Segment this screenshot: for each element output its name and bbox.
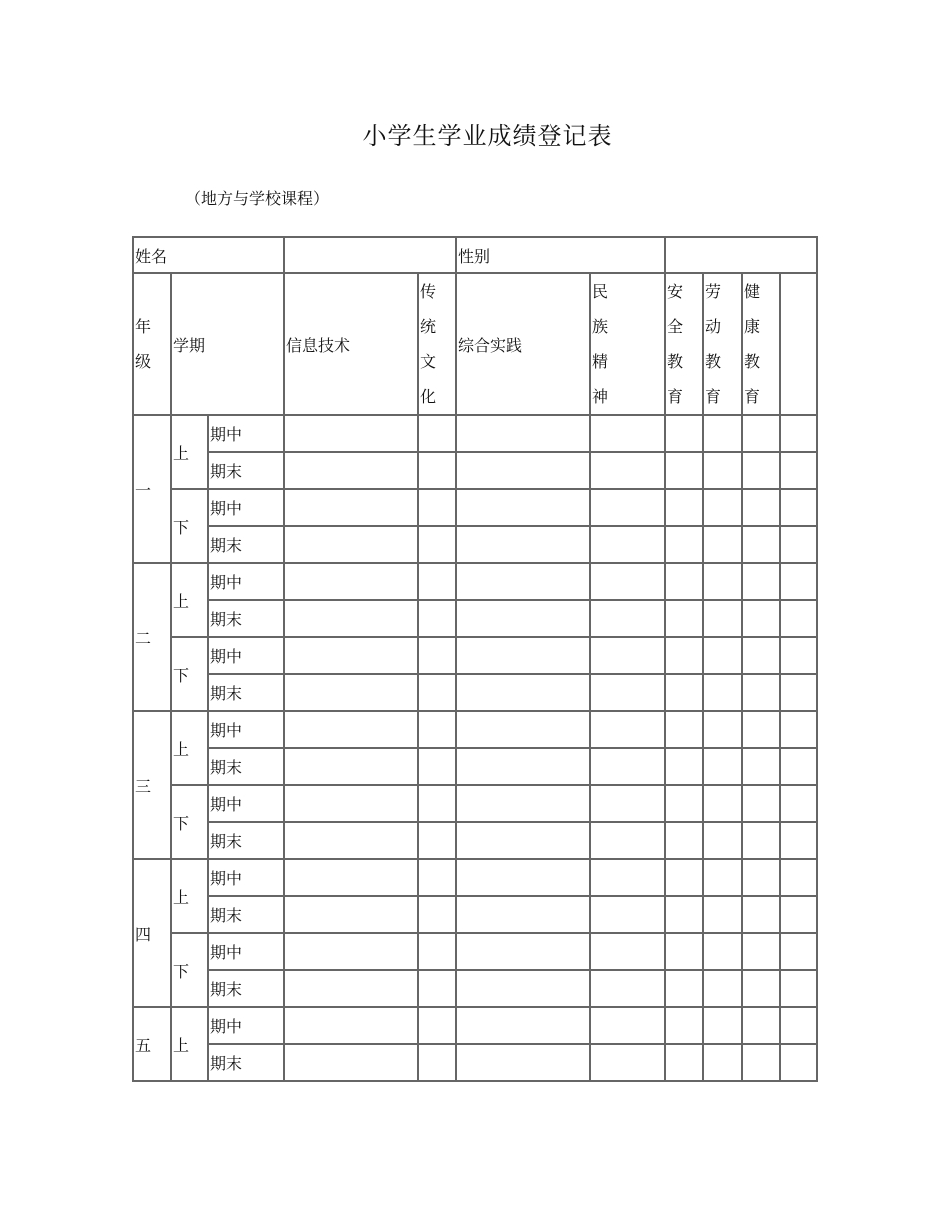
labor-education-score-cell[interactable]: [703, 822, 742, 859]
gender-value-cell[interactable]: [665, 237, 817, 273]
table-row: [133, 674, 817, 711]
practice-score-cell[interactable]: [456, 896, 590, 933]
exam-label: 期末: [208, 748, 284, 785]
labor-education-score-cell[interactable]: [703, 970, 742, 1007]
safety-education-score-cell[interactable]: [665, 785, 703, 822]
practice-score-cell[interactable]: [456, 637, 590, 674]
table-row: [133, 1044, 817, 1081]
safety-education-score-cell[interactable]: [665, 563, 703, 600]
exam-label: 期末: [208, 896, 284, 933]
info-tech-header: 信息技术: [284, 273, 418, 415]
extra-subject-score-cell[interactable]: [780, 563, 817, 600]
exam-label: 期中: [208, 415, 284, 452]
labor-education-score-cell[interactable]: [703, 933, 742, 970]
semester-label: 上: [171, 563, 208, 637]
safety-education-score-cell[interactable]: [665, 933, 703, 970]
table-row: [133, 600, 817, 637]
extra-subject-score-cell[interactable]: [780, 415, 817, 452]
national-spirit-score-cell[interactable]: [590, 859, 665, 896]
safety-education-score-cell[interactable]: [665, 1044, 703, 1081]
extra-subject-score-cell[interactable]: [780, 637, 817, 674]
header-char: 精: [592, 352, 609, 371]
traditional-culture-score-cell[interactable]: [418, 859, 456, 896]
info-tech-score-cell[interactable]: [284, 415, 418, 452]
safety-education-score-cell[interactable]: [665, 637, 703, 674]
practice-score-cell[interactable]: [456, 1044, 590, 1081]
header-char: 统: [420, 317, 437, 336]
table-row: [133, 933, 817, 970]
header-char: 族: [592, 317, 609, 336]
table-row: [133, 970, 817, 1007]
exam-label: 期中: [208, 637, 284, 674]
semester-label: 上: [171, 415, 208, 489]
extra-subject-score-cell[interactable]: [780, 748, 817, 785]
health-education-score-cell[interactable]: [742, 489, 780, 526]
traditional-culture-score-cell[interactable]: [418, 600, 456, 637]
practice-score-cell[interactable]: [456, 563, 590, 600]
info-tech-score-cell[interactable]: [284, 933, 418, 970]
info-tech-score-cell[interactable]: [284, 526, 418, 563]
health-education-score-cell[interactable]: [742, 896, 780, 933]
traditional-culture-score-cell[interactable]: [418, 748, 456, 785]
health-education-score-cell[interactable]: [742, 785, 780, 822]
health-education-score-cell[interactable]: [742, 711, 780, 748]
safety-education-score-cell[interactable]: [665, 748, 703, 785]
info-tech-score-cell[interactable]: [284, 859, 418, 896]
grade-label: 三: [133, 711, 171, 859]
exam-label: 期中: [208, 859, 284, 896]
traditional-culture-score-cell[interactable]: [418, 674, 456, 711]
national-spirit-score-cell[interactable]: [590, 674, 665, 711]
header-char: 安: [667, 282, 684, 301]
table-row: [133, 822, 817, 859]
semester-label: 上: [171, 1007, 208, 1081]
exam-label: 期中: [208, 785, 284, 822]
national-spirit-score-cell[interactable]: [590, 970, 665, 1007]
table-row: [133, 748, 817, 785]
exam-label: 期末: [208, 822, 284, 859]
national-spirit-score-cell[interactable]: [590, 896, 665, 933]
info-tech-score-cell[interactable]: [284, 1007, 418, 1044]
health-education-score-cell[interactable]: [742, 563, 780, 600]
labor-education-score-cell[interactable]: [703, 637, 742, 674]
practice-score-cell[interactable]: [456, 674, 590, 711]
practice-score-cell[interactable]: [456, 970, 590, 1007]
semester-label: 下: [171, 637, 208, 711]
grade-label: 五: [133, 1007, 171, 1081]
extra-subject-score-cell[interactable]: [780, 822, 817, 859]
header-char: 育: [705, 387, 722, 406]
info-tech-score-cell[interactable]: [284, 1044, 418, 1081]
health-education-score-cell[interactable]: [742, 1007, 780, 1044]
exam-label: 期中: [208, 563, 284, 600]
semester-label: 上: [171, 711, 208, 785]
labor-education-header: [703, 273, 742, 415]
exam-label: 期末: [208, 970, 284, 1007]
exam-label: 期末: [208, 600, 284, 637]
info-tech-score-cell[interactable]: [284, 563, 418, 600]
national-spirit-score-cell[interactable]: [590, 415, 665, 452]
safety-education-score-cell[interactable]: [665, 415, 703, 452]
extra-subject-score-cell[interactable]: [780, 1044, 817, 1081]
safety-education-score-cell[interactable]: [665, 859, 703, 896]
health-education-score-cell[interactable]: [742, 822, 780, 859]
header-char: 育: [744, 387, 761, 406]
health-education-score-cell[interactable]: [742, 600, 780, 637]
extra-subject-score-cell[interactable]: [780, 711, 817, 748]
labor-education-score-cell[interactable]: [703, 859, 742, 896]
extra-subject-score-cell[interactable]: [780, 1007, 817, 1044]
safety-education-score-cell[interactable]: [665, 452, 703, 489]
header-char: 级: [135, 352, 152, 371]
semester-label: 下: [171, 785, 208, 859]
labor-education-score-cell[interactable]: [703, 563, 742, 600]
extra-subject-score-cell[interactable]: [780, 896, 817, 933]
term-header: 学期: [171, 273, 284, 415]
labor-education-score-cell[interactable]: [703, 415, 742, 452]
safety-education-score-cell[interactable]: [665, 489, 703, 526]
info-tech-score-cell[interactable]: [284, 637, 418, 674]
practice-score-cell[interactable]: [456, 452, 590, 489]
gender-label: 性别: [456, 237, 665, 273]
extra-subject-score-cell[interactable]: [780, 785, 817, 822]
labor-education-score-cell[interactable]: [703, 711, 742, 748]
national-spirit-score-cell[interactable]: [590, 600, 665, 637]
national-spirit-score-cell[interactable]: [590, 711, 665, 748]
exam-label: 期中: [208, 489, 284, 526]
practice-score-cell[interactable]: [456, 785, 590, 822]
health-education-score-cell[interactable]: [742, 1044, 780, 1081]
header-char: 文: [420, 352, 437, 371]
traditional-culture-score-cell[interactable]: [418, 933, 456, 970]
info-tech-score-cell[interactable]: [284, 896, 418, 933]
header-char: 传: [420, 282, 437, 301]
labor-education-score-cell[interactable]: [703, 1044, 742, 1081]
traditional-culture-score-cell[interactable]: [418, 822, 456, 859]
national-spirit-score-cell[interactable]: [590, 563, 665, 600]
labor-education-score-cell[interactable]: [703, 526, 742, 563]
health-education-score-cell[interactable]: [742, 748, 780, 785]
practice-header: 综合实践: [456, 273, 590, 415]
health-education-score-cell[interactable]: [742, 415, 780, 452]
header-char: 化: [420, 387, 437, 406]
extra-subject-header: [780, 273, 817, 415]
subject-header-row: [133, 273, 817, 415]
traditional-culture-score-cell[interactable]: [418, 526, 456, 563]
safety-education-score-cell[interactable]: [665, 822, 703, 859]
safety-education-score-cell[interactable]: [665, 674, 703, 711]
extra-subject-score-cell[interactable]: [780, 452, 817, 489]
national-spirit-score-cell[interactable]: [590, 822, 665, 859]
labor-education-score-cell[interactable]: [703, 600, 742, 637]
safety-education-header: [665, 273, 703, 415]
practice-score-cell[interactable]: [456, 859, 590, 896]
labor-education-score-cell[interactable]: [703, 748, 742, 785]
grade-register-table: [132, 236, 818, 1082]
header-char: 民: [592, 282, 609, 301]
semester-label: 上: [171, 859, 208, 933]
health-education-score-cell[interactable]: [742, 452, 780, 489]
extra-subject-score-cell[interactable]: [780, 933, 817, 970]
labor-education-score-cell[interactable]: [703, 896, 742, 933]
header-char: 健: [744, 282, 761, 301]
header-char: 全: [667, 317, 684, 336]
national-spirit-score-cell[interactable]: [590, 637, 665, 674]
practice-score-cell[interactable]: [456, 933, 590, 970]
safety-education-score-cell[interactable]: [665, 896, 703, 933]
labor-education-score-cell[interactable]: [703, 489, 742, 526]
national-spirit-header: [590, 273, 665, 415]
national-spirit-score-cell[interactable]: [590, 452, 665, 489]
national-spirit-score-cell[interactable]: [590, 785, 665, 822]
info-tech-score-cell[interactable]: [284, 711, 418, 748]
safety-education-score-cell[interactable]: [665, 526, 703, 563]
national-spirit-score-cell[interactable]: [590, 526, 665, 563]
student-info-row: [133, 237, 817, 273]
exam-label: 期末: [208, 1044, 284, 1081]
national-spirit-score-cell[interactable]: [590, 748, 665, 785]
practice-score-cell[interactable]: [456, 415, 590, 452]
national-spirit-score-cell[interactable]: [590, 1007, 665, 1044]
health-education-score-cell[interactable]: [742, 637, 780, 674]
header-char: 教: [705, 352, 722, 371]
traditional-culture-score-cell[interactable]: [418, 896, 456, 933]
info-tech-score-cell[interactable]: [284, 970, 418, 1007]
header-char: 康: [744, 317, 761, 336]
exam-label: 期末: [208, 526, 284, 563]
health-education-score-cell[interactable]: [742, 674, 780, 711]
extra-subject-score-cell[interactable]: [780, 600, 817, 637]
extra-subject-score-cell[interactable]: [780, 674, 817, 711]
name-label: 姓名: [133, 237, 284, 273]
info-tech-score-cell[interactable]: [284, 452, 418, 489]
traditional-culture-score-cell[interactable]: [418, 415, 456, 452]
traditional-culture-score-cell[interactable]: [418, 1044, 456, 1081]
info-tech-score-cell[interactable]: [284, 489, 418, 526]
traditional-culture-score-cell[interactable]: [418, 970, 456, 1007]
extra-subject-score-cell[interactable]: [780, 489, 817, 526]
safety-education-score-cell[interactable]: [665, 1007, 703, 1044]
exam-label: 期末: [208, 674, 284, 711]
practice-score-cell[interactable]: [456, 822, 590, 859]
traditional-culture-score-cell[interactable]: [418, 637, 456, 674]
header-char: 神: [592, 387, 609, 406]
health-education-score-cell[interactable]: [742, 526, 780, 563]
traditional-culture-score-cell[interactable]: [418, 563, 456, 600]
table-row: [133, 637, 817, 674]
table-row: [133, 785, 817, 822]
extra-subject-score-cell[interactable]: [780, 970, 817, 1007]
table-row: [133, 1007, 817, 1044]
safety-education-score-cell[interactable]: [665, 711, 703, 748]
table-row: [133, 452, 817, 489]
safety-education-score-cell[interactable]: [665, 600, 703, 637]
national-spirit-score-cell[interactable]: [590, 489, 665, 526]
info-tech-score-cell[interactable]: [284, 600, 418, 637]
health-education-score-cell[interactable]: [742, 933, 780, 970]
practice-score-cell[interactable]: [456, 489, 590, 526]
grade-label: 一: [133, 415, 171, 563]
semester-label: 下: [171, 933, 208, 1007]
table-row: [133, 859, 817, 896]
safety-education-score-cell[interactable]: [665, 970, 703, 1007]
header-char: 年: [135, 317, 152, 336]
name-value-cell[interactable]: [284, 237, 456, 273]
page-subtitle: （地方与学校课程）: [185, 189, 330, 208]
table-row: [133, 489, 817, 526]
info-tech-score-cell[interactable]: [284, 674, 418, 711]
header-char: 教: [744, 352, 761, 371]
info-tech-score-cell[interactable]: [284, 822, 418, 859]
extra-subject-score-cell[interactable]: [780, 526, 817, 563]
page-title: 小学生学业成绩登记表: [362, 122, 613, 150]
grade-label: 二: [133, 563, 171, 711]
table-row: [133, 563, 817, 600]
header-char: 教: [667, 352, 684, 371]
exam-label: 期中: [208, 1007, 284, 1044]
info-tech-score-cell[interactable]: [284, 785, 418, 822]
health-education-score-cell[interactable]: [742, 859, 780, 896]
health-education-header: [742, 273, 780, 415]
practice-score-cell[interactable]: [456, 711, 590, 748]
header-char: 育: [667, 387, 684, 406]
extra-subject-score-cell[interactable]: [780, 859, 817, 896]
exam-label: 期中: [208, 933, 284, 970]
labor-education-score-cell[interactable]: [703, 785, 742, 822]
traditional-culture-header: [418, 273, 456, 415]
table-row: [133, 896, 817, 933]
info-tech-score-cell[interactable]: [284, 748, 418, 785]
table-row: [133, 711, 817, 748]
national-spirit-score-cell[interactable]: [590, 1044, 665, 1081]
table-row: [133, 415, 817, 452]
traditional-culture-score-cell[interactable]: [418, 785, 456, 822]
exam-label: 期中: [208, 711, 284, 748]
traditional-culture-score-cell[interactable]: [418, 489, 456, 526]
header-char: 动: [705, 317, 722, 336]
practice-score-cell[interactable]: [456, 1007, 590, 1044]
traditional-culture-score-cell[interactable]: [418, 452, 456, 489]
practice-score-cell[interactable]: [456, 526, 590, 563]
labor-education-score-cell[interactable]: [703, 674, 742, 711]
exam-label: 期末: [208, 452, 284, 489]
header-char: 劳: [705, 282, 722, 301]
practice-score-cell[interactable]: [456, 748, 590, 785]
table-row: [133, 526, 817, 563]
health-education-score-cell[interactable]: [742, 970, 780, 1007]
labor-education-score-cell[interactable]: [703, 1007, 742, 1044]
grade-label: 四: [133, 859, 171, 1007]
national-spirit-score-cell[interactable]: [590, 933, 665, 970]
semester-label: 下: [171, 489, 208, 563]
grade-header: [133, 273, 171, 415]
labor-education-score-cell[interactable]: [703, 452, 742, 489]
traditional-culture-score-cell[interactable]: [418, 1007, 456, 1044]
traditional-culture-score-cell[interactable]: [418, 711, 456, 748]
practice-score-cell[interactable]: [456, 600, 590, 637]
